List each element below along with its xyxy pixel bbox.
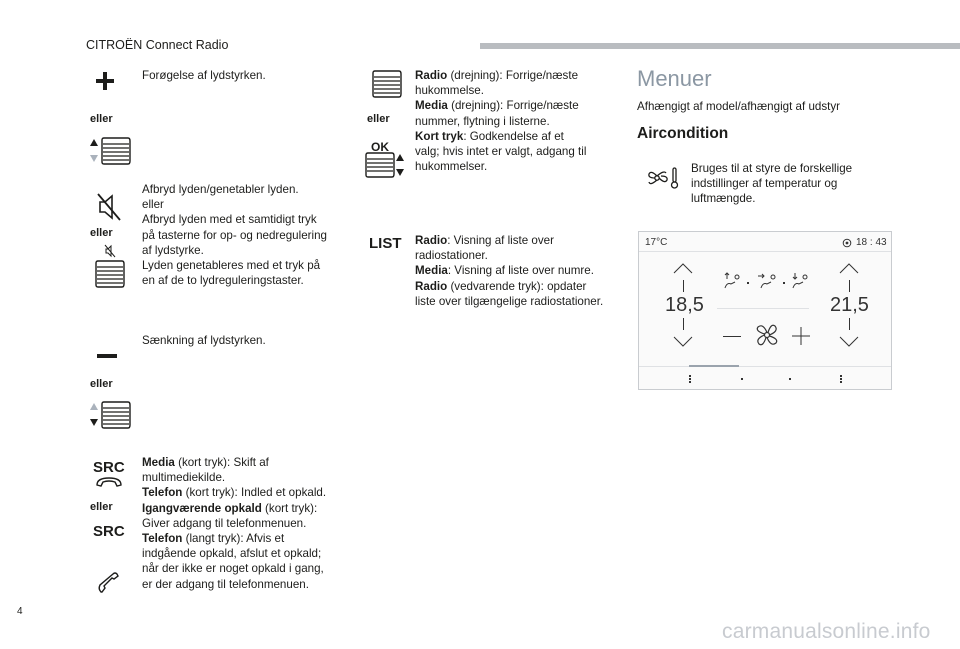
outside-temperature: 17°C: [645, 237, 668, 248]
temp-left-up-icon[interactable]: [673, 262, 693, 274]
mute-text: Afbryd lyden/genetabler lyden. eller Afbryd lyden med et samtidigt tryk på tasterne for op- og nedregulering af lydstyrke. Lyden genetableres med et tryk på en af de to lydreguleringstaster.: [142, 183, 327, 288]
eller-label: eller: [90, 378, 113, 390]
tab-menu-dots[interactable]: [689, 375, 691, 383]
ok-label: OK: [371, 140, 389, 154]
volume-up-text: Forøgelse af lydstyrken.: [142, 69, 266, 82]
header-bar: [480, 43, 960, 49]
volume-wheel-icon: [90, 260, 126, 288]
airflow-divider: [717, 308, 809, 309]
temp-left-down-icon[interactable]: [673, 336, 693, 348]
airflow-face-icon[interactable]: [723, 272, 745, 290]
menuer-subtitle: Afhængigt af model/afhængigt af udstyr: [637, 100, 841, 113]
plus-icon: [94, 70, 116, 92]
aircondition-title: Aircondition: [637, 125, 729, 142]
aircondition-description: Bruges til at styre de forskellige indstillinger af temperatur og luftmængde.: [691, 162, 853, 206]
header-title: CITROËN Connect Radio: [86, 38, 229, 52]
temp-right-up-icon[interactable]: [839, 262, 859, 274]
clock: 18 : 43: [856, 237, 887, 248]
list-text: Radio: Visning af liste over radiostationer. Media: Visning af liste over numre. Radio (vedvarende tryk): opdater liste over tilgængelige radiostationer.: [415, 234, 604, 308]
airflow-face-feet-icon[interactable]: [757, 272, 781, 290]
temp-right-down-icon[interactable]: [839, 336, 859, 348]
ok-wheel-icon: [365, 152, 407, 178]
temp-left-value: 18,5: [665, 294, 704, 316]
eller-label: eller: [90, 113, 113, 125]
airflow-dot: [747, 282, 749, 284]
src-text: Media (kort tryk): Skift af multimediekilde. Telefon (kort tryk): Indled et opkald. Igangværende opkald (kort tryk): Giver adgang til telefonmenuen. Telefon (langt tryk): Afvis et indgående opkald, afslut et opkald; når der ikke er noget opkald i gang, er der adgang til telefonmenuen.: [142, 456, 327, 591]
src-button-label: SRC: [93, 523, 125, 540]
minus-icon: [97, 352, 117, 360]
target-icon: [842, 238, 852, 248]
phone-icon: [95, 476, 123, 488]
tab-menu-dots[interactable]: [840, 375, 842, 383]
small-mute-icon: [104, 244, 116, 258]
fan-icon: [753, 320, 781, 350]
rotary-wheel-icon: [367, 70, 403, 98]
airflow-dot: [783, 282, 785, 284]
volume-wheel-up-icon: [88, 137, 132, 165]
menuer-title: Menuer: [637, 66, 712, 91]
speaker-mute-icon: [96, 192, 122, 222]
screen-top-divider: [639, 251, 891, 252]
volume-down-text: Sænkning af lydstyrken.: [142, 334, 266, 347]
climate-fan-temp-icon: [645, 165, 681, 191]
temp-right-value: 21,5: [830, 294, 869, 316]
airflow-feet-icon[interactable]: [791, 272, 813, 290]
eller-label: eller: [367, 113, 390, 125]
screen-bottom-divider: [639, 366, 891, 367]
active-tab-indicator: [689, 365, 739, 367]
eller-label: eller: [90, 501, 113, 513]
temp-left-tick: [683, 318, 684, 330]
volume-wheel-down-icon: [88, 401, 132, 429]
temp-right-tick: [849, 280, 850, 292]
page-number: 4: [17, 606, 23, 617]
src-button-label: SRC: [93, 459, 125, 476]
watermark: carmanualsonline.info: [722, 620, 931, 643]
wheel-text: Radio (drejning): Forrige/næste hukommelse. Media (drejning): Forrige/næste nummer, flytning i listerne. Kort tryk: Godkendelse af et valg; hvis intet er valgt, adgang til hukommelser.: [415, 69, 587, 174]
tab-dot[interactable]: [741, 378, 743, 380]
climate-screen: [638, 231, 892, 390]
fan-decrease-icon[interactable]: [723, 336, 741, 337]
temp-right-tick: [849, 318, 850, 330]
temp-left-tick: [683, 280, 684, 292]
list-button-label: LIST: [369, 235, 402, 252]
eller-label: eller: [90, 227, 113, 239]
phone-handset-icon: [97, 572, 119, 594]
fan-increase-icon[interactable]: [792, 327, 810, 345]
tab-dot[interactable]: [789, 378, 791, 380]
